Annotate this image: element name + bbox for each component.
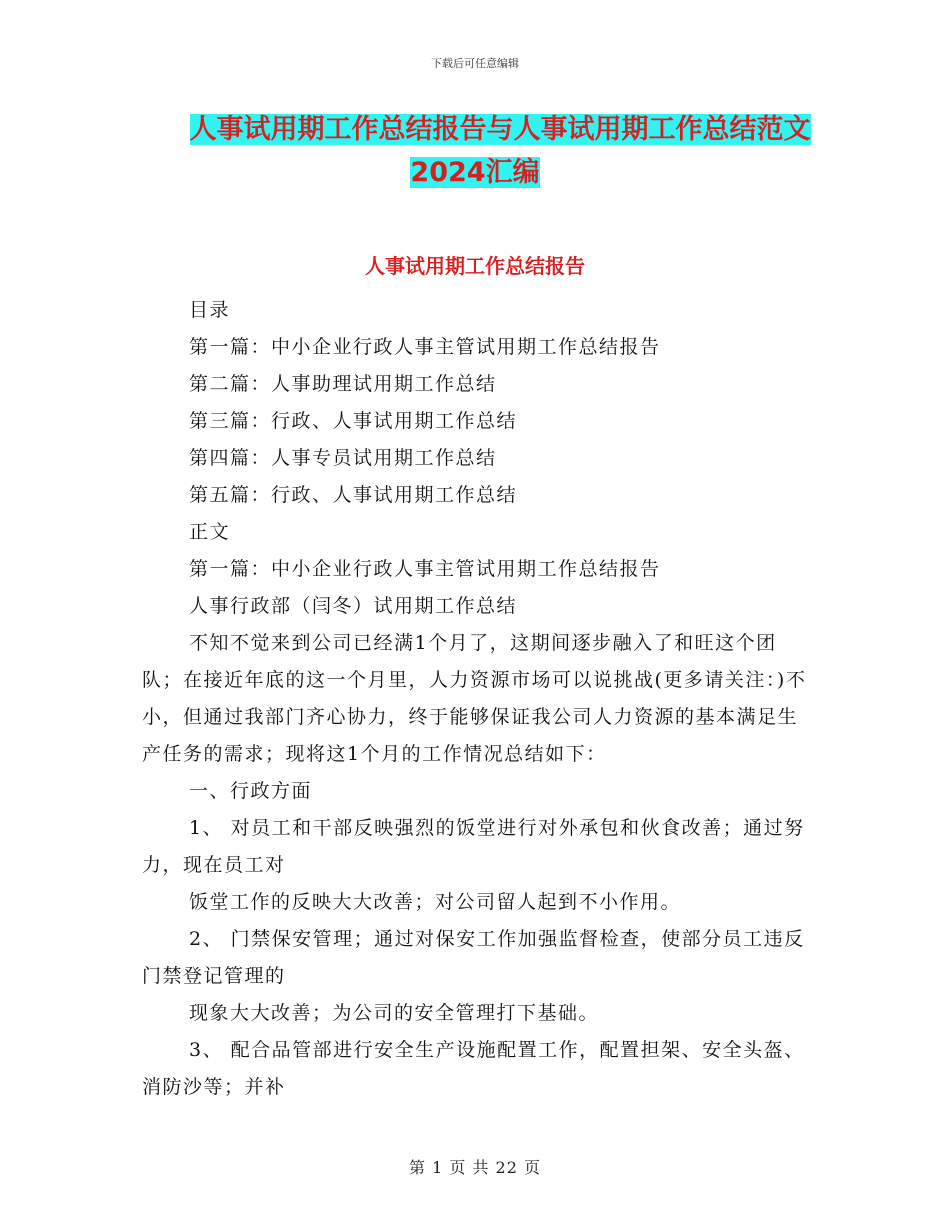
toc-item: 第五篇：行政、人事试用期工作总结 bbox=[189, 484, 518, 506]
toc-label: 目录 bbox=[189, 299, 231, 321]
document-body bbox=[142, 292, 807, 1106]
intro-paragraph: 不知不觉来到公司已经满1个月了，这期间逐步融入了和旺这个团队；在接近年底的这一个月里，人力资源市场可以说挑战(更多请关注：)不小，但通过我部门齐心协力，终于能够保证我公司人力资源的基本满足生产任务的需求；现将这1个月的工作情况总结如下： bbox=[142, 632, 807, 765]
section-title: 人事试用期工作总结报告 bbox=[365, 254, 585, 278]
article-subheading: 人事行政部（闫冬）试用期工作总结 bbox=[189, 595, 518, 617]
toc-item: 第一篇：中小企业行政人事主管试用期工作总结报告 bbox=[189, 336, 661, 358]
article-heading: 第一篇：中小企业行政人事主管试用期工作总结报告 bbox=[189, 558, 661, 580]
document-title bbox=[0, 108, 950, 194]
toc-item: 第四篇：人事专员试用期工作总结 bbox=[189, 447, 497, 469]
list-item-2-continued: 现象大大改善；为公司的安全管理打下基础。 bbox=[189, 1002, 600, 1024]
body-label: 正文 bbox=[189, 521, 231, 543]
page-footer: 第 1 页 共 22 页 bbox=[409, 1158, 541, 1177]
list-item-3: 3、 配合品管部进行安全生产设施配置工作，配置担架、安全头盔、消防沙等；并补 bbox=[142, 1039, 805, 1098]
list-item-1: 1、 对员工和干部反映强烈的饭堂进行对外承包和伙食改善；通过努力，现在员工对 bbox=[142, 817, 805, 876]
title-line-2: 2024汇编 bbox=[410, 157, 540, 188]
list-item-1-continued: 饭堂工作的反映大大改善；对公司留人起到不小作用。 bbox=[189, 891, 682, 913]
section-heading: 一、行政方面 bbox=[189, 780, 313, 802]
list-item-2: 2、 门禁保安管理；通过对保安工作加强监督检查，使部分员工违反门禁登记管理的 bbox=[142, 928, 805, 987]
header-note: 下载后可任意编辑 bbox=[431, 57, 519, 70]
toc-item: 第二篇：人事助理试用期工作总结 bbox=[189, 373, 497, 395]
title-line-1: 人事试用期工作总结报告与人事试用期工作总结范文 bbox=[189, 114, 811, 145]
toc-item: 第三篇：行政、人事试用期工作总结 bbox=[189, 410, 518, 432]
